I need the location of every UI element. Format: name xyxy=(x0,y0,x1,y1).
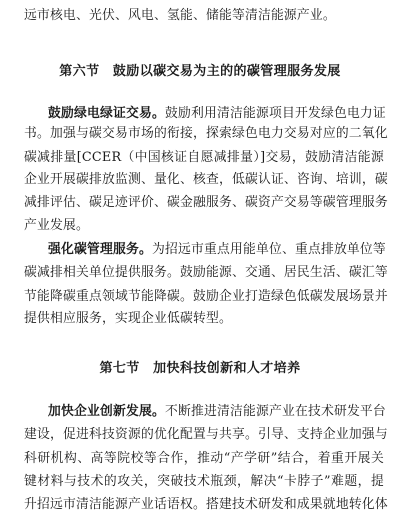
paragraph-line: 碳减排相关单位提供服务。鼓励能源、交通、居民生活、碳汇等 xyxy=(24,265,388,280)
paragraph-line: 碳减排量[CCER（中国核证自愿减排量）]交易，鼓励清洁能源 xyxy=(24,150,384,165)
paragraph-line: 减排评估、碳足迹评价、碳金融服务、碳资产交易等碳管理服务 xyxy=(24,195,388,210)
section-7-heading: 第七节 加快科技创新和人才培养 xyxy=(99,361,301,376)
paragraph-line: 产业发展。 xyxy=(24,218,89,233)
paragraph-text: 不断推进清洁能源产业在技术研发平台 xyxy=(164,404,386,419)
paragraph-lead: 加快企业创新发展。 xyxy=(48,404,165,419)
paragraph-text: 为招远市重点用能单位、重点排放单位等 xyxy=(151,242,386,257)
paragraph-lead: 鼓励绿电绿证交易。 xyxy=(48,106,165,121)
paragraph-line: 建设，促进科技资源的优化配置与共享。引导、支持企业加强与 xyxy=(24,427,388,442)
paragraph-line xyxy=(48,242,384,258)
paragraph-line: 企业开展碳排放监测、量化、核查，低碳认证、咨询、培训，碳 xyxy=(24,172,388,187)
paragraph-line: 书。加强与碳交易市场的衔接，探索绿色电力交易对应的二氧化 xyxy=(24,126,388,141)
paragraph-line: 键材料与技术的攻关，突破技术瓶颈，解决“卡脖子”难题，提 xyxy=(24,474,384,489)
paragraph-text: 鼓励利用清洁能源项目开发绿色电力证 xyxy=(164,106,386,121)
paragraph-lead: 强化碳管理服务。 xyxy=(48,242,152,257)
paragraph-line: 提供相应服务，实现企业低碳转型。 xyxy=(24,311,232,326)
paragraph-line: 远市核电、光伏、风电、氢能、储能等清洁能源产业。 xyxy=(24,8,336,23)
paragraph-line xyxy=(48,106,384,122)
paragraph-line xyxy=(48,404,384,420)
section-6-heading: 第六节 鼓励以碳交易为主的的碳管理服务发展 xyxy=(59,64,341,79)
paragraph-line: 节能降碳重点领域节能降碳。鼓励企业打造绿色低碳发展场景并 xyxy=(24,289,388,304)
paragraph-line: 科研机构、高等院校等合作，推动“产学研”结合，着重开展关 xyxy=(24,451,384,466)
paragraph-line: 升招远市清洁能源产业话语权。搭建技术研发和成果就地转化体 xyxy=(24,497,388,512)
